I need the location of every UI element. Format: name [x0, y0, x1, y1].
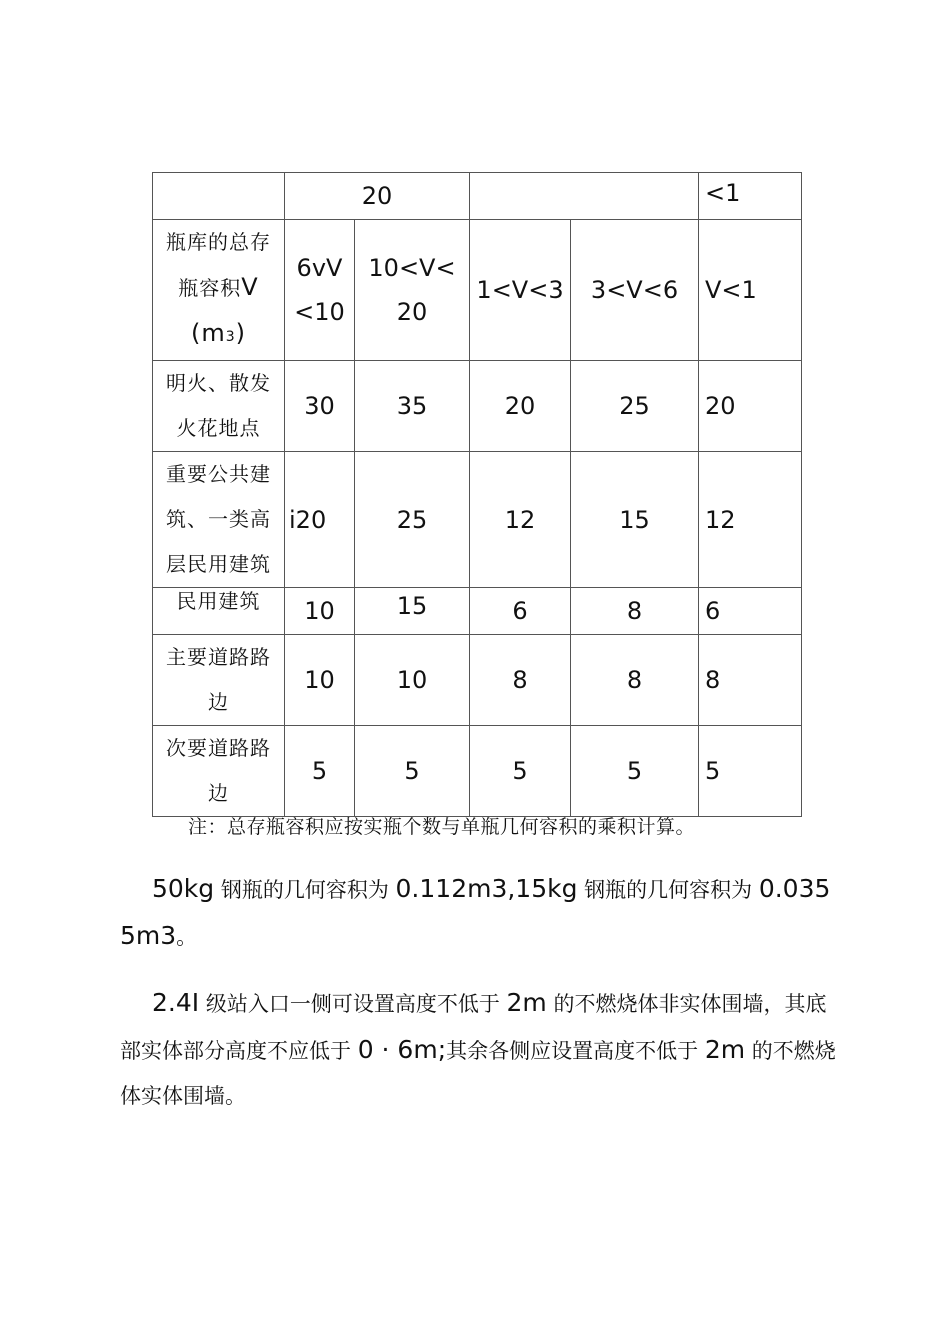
header-cell: 6vV <10	[285, 220, 355, 361]
table-cell: 6	[699, 588, 802, 635]
text-run: 0 · 6m;	[357, 1035, 447, 1064]
table-cell: 12	[699, 452, 802, 588]
label-symbol: V	[241, 273, 259, 301]
table-header-row	[153, 220, 802, 361]
table-row	[153, 361, 802, 452]
text-run: 级站入口一侧可设置高度不低于	[199, 992, 507, 1016]
table-cell: 10	[355, 635, 470, 726]
text-run: 其余各侧应设置高度不低于	[446, 1039, 705, 1063]
table-cell: 25	[355, 452, 470, 588]
row-label: 次要道路路 边	[153, 726, 285, 817]
label-line: 瓶容积	[178, 276, 242, 300]
header-cell: 10<V< 20	[355, 220, 470, 361]
header-cell: 3<V<6	[571, 220, 699, 361]
table-row	[153, 635, 802, 726]
row-label: 明火、散发 火花地点	[153, 361, 285, 452]
table-row	[153, 452, 802, 588]
table-row	[153, 588, 802, 635]
table-cell: 8	[699, 635, 802, 726]
table-cell: 20	[470, 361, 571, 452]
table-cell	[470, 173, 699, 220]
table-cell: 8	[470, 635, 571, 726]
table-cell: 25	[571, 361, 699, 452]
text-run: 。	[176, 925, 198, 949]
text-run: 50kg	[152, 874, 215, 903]
text-run: 钢瓶的几何容积为	[577, 878, 759, 902]
table-cell: 30	[285, 361, 355, 452]
table-cell: 8	[571, 635, 699, 726]
table-cell: 10	[285, 635, 355, 726]
text-run: 的不燃烧体非实体围墙，其底部实体部分高度不应低于	[120, 992, 827, 1063]
table-cell: i20	[285, 452, 355, 588]
table-cell: 5	[470, 726, 571, 817]
table-cell: 10	[285, 588, 355, 635]
table-cell: 15	[571, 452, 699, 588]
row-label: 民用建筑	[153, 588, 285, 635]
table-cell: 6	[470, 588, 571, 635]
text-run: 2m	[506, 988, 547, 1017]
table-cell: <1	[699, 173, 802, 220]
table-top-row	[153, 173, 802, 220]
text-run: 钢瓶的几何容积为	[214, 878, 396, 902]
spacing-table	[152, 172, 802, 817]
table-cell: 15	[355, 588, 470, 635]
table-cell: 5	[355, 726, 470, 817]
header-cell: 1<V<3	[470, 220, 571, 361]
paragraph-clause-2-4	[120, 980, 840, 1119]
table-cell: 35	[355, 361, 470, 452]
text-run: 2m	[704, 1035, 746, 1064]
table-cell: 5	[571, 726, 699, 817]
label-line: 瓶库的总存	[166, 230, 271, 254]
text-run: 的不燃烧体实体围墙。	[120, 1039, 836, 1108]
unit-open: (m	[190, 319, 226, 347]
table-cell: 8	[571, 588, 699, 635]
table-cell: 5	[285, 726, 355, 817]
table-row	[153, 726, 802, 817]
unit-close: )	[235, 319, 247, 347]
table-note: 注：总存瓶容积应按实瓶个数与单瓶几何容积的乘积计算。	[188, 816, 696, 838]
table-cell: 20	[285, 173, 470, 220]
header-cell: V<1	[699, 220, 802, 361]
text-run: 0.112m3,15kg	[395, 874, 578, 903]
text-run: 0.035 5m3	[120, 874, 831, 950]
table-cell: 20	[699, 361, 802, 452]
unit-sub: 3	[225, 329, 236, 345]
row-label: 重要公共建 筑、一类高 层民用建筑	[153, 452, 285, 588]
row-label-capacity	[153, 220, 285, 361]
table-cell: 12	[470, 452, 571, 588]
clause-number: 2.4I	[152, 988, 200, 1017]
paragraph-cylinder-volume	[120, 866, 840, 960]
table-cell: 5	[699, 726, 802, 817]
table-cell	[153, 173, 285, 220]
row-label: 主要道路路 边	[153, 635, 285, 726]
